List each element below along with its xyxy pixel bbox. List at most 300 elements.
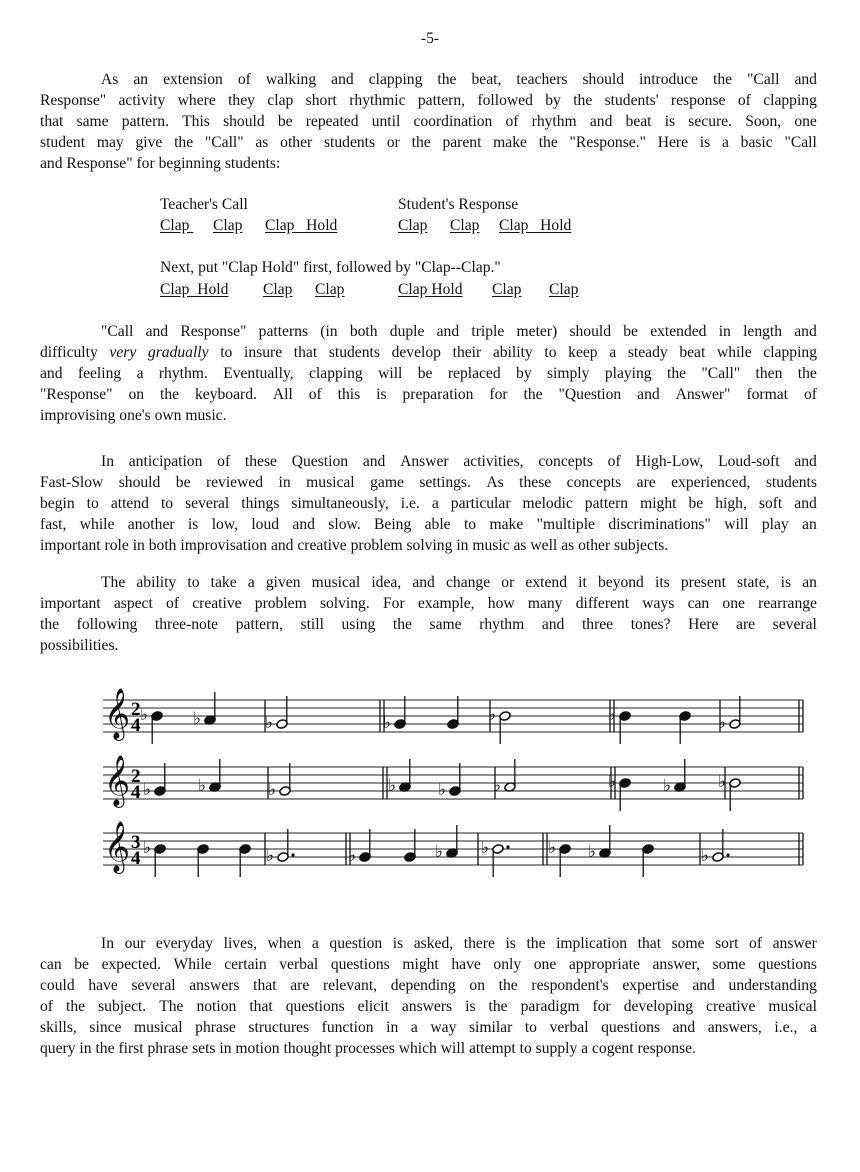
word: an xyxy=(802,574,817,591)
word: to xyxy=(524,1019,537,1036)
word: "Question xyxy=(558,386,622,403)
word: beginning xyxy=(158,155,221,172)
word: the xyxy=(797,365,817,382)
word: Soon, xyxy=(745,113,782,130)
word: high, xyxy=(715,495,747,512)
word: is xyxy=(699,134,711,151)
word: soft xyxy=(758,495,783,512)
word: cogent xyxy=(592,1040,634,1057)
word: skills, xyxy=(40,1019,77,1036)
word: and xyxy=(541,616,565,633)
word: paradigm xyxy=(520,998,580,1015)
word: length xyxy=(743,323,783,340)
word: aspect xyxy=(113,595,153,612)
word: able xyxy=(424,516,451,533)
word: creative xyxy=(706,998,756,1015)
word: both xyxy=(349,323,378,340)
flat-icon: ♭ xyxy=(266,846,275,866)
word: basic xyxy=(740,134,773,151)
flat-icon: ♭ xyxy=(198,776,207,796)
word: music. xyxy=(185,407,227,424)
word: notion xyxy=(196,998,237,1015)
word: different xyxy=(575,595,630,612)
word: following xyxy=(76,616,138,633)
word: ability xyxy=(136,574,177,591)
word: might xyxy=(402,956,439,973)
clap-word: Clap xyxy=(213,217,243,234)
clap-word: Clap xyxy=(263,281,293,298)
word: the xyxy=(666,365,687,382)
word: our xyxy=(124,935,146,952)
word: and xyxy=(412,574,435,591)
word: "Call xyxy=(101,323,134,340)
word: how xyxy=(487,595,515,612)
word: it xyxy=(578,574,587,591)
word: students' xyxy=(604,92,659,109)
word: walking xyxy=(265,71,317,88)
flat-icon: ♭ xyxy=(488,705,497,725)
word: this xyxy=(337,386,361,403)
word: their xyxy=(452,344,482,361)
word: be xyxy=(417,365,433,382)
word: and xyxy=(145,323,169,340)
word: first xyxy=(118,1040,144,1057)
word: and xyxy=(331,71,354,88)
word: be xyxy=(74,956,89,973)
clap-word: Clap xyxy=(549,281,579,298)
word: and xyxy=(270,537,294,554)
word: pattern xyxy=(584,495,629,512)
word: are xyxy=(290,977,310,994)
flat-icon: ♭ xyxy=(143,838,152,858)
word: duple xyxy=(389,323,425,340)
word: the xyxy=(66,998,86,1015)
word: the xyxy=(411,134,431,151)
word: and xyxy=(794,71,817,88)
word: same xyxy=(429,616,462,633)
word: High-Low, xyxy=(635,453,704,470)
word: or xyxy=(386,134,400,151)
word: one's xyxy=(119,407,151,424)
word: the xyxy=(392,616,412,633)
word: beat, xyxy=(471,71,502,88)
word: of xyxy=(803,386,817,403)
word: replaced xyxy=(447,365,501,382)
word: concepts xyxy=(538,453,593,470)
word: low, xyxy=(211,516,238,533)
word: patterns xyxy=(258,323,309,340)
word: change xyxy=(445,574,491,591)
word: an xyxy=(133,71,149,88)
word: students: xyxy=(224,155,281,172)
word: reviewed xyxy=(205,474,264,491)
word: activities, xyxy=(463,453,524,470)
word: questions xyxy=(285,998,345,1015)
word: clapping xyxy=(368,71,423,88)
word: the xyxy=(40,616,60,633)
word: followed xyxy=(477,92,533,109)
word: i.e., xyxy=(774,1019,798,1036)
word: "Response." xyxy=(569,134,646,151)
word: everyday xyxy=(155,935,214,952)
word: the xyxy=(538,134,558,151)
word: certain xyxy=(224,956,267,973)
word: solving xyxy=(406,537,453,554)
word: attend xyxy=(110,495,149,512)
word: should xyxy=(582,71,625,88)
word: to xyxy=(544,344,557,361)
word: activity xyxy=(118,92,166,109)
word: steady xyxy=(627,344,668,361)
word: of xyxy=(749,935,763,952)
word: another xyxy=(127,516,175,533)
word: be xyxy=(688,495,704,512)
word: rearrange xyxy=(758,595,817,612)
word: simultaneously, xyxy=(291,495,389,512)
flat-icon: ♭ xyxy=(701,846,710,866)
word: and xyxy=(692,977,715,994)
flat-icon: ♭ xyxy=(268,780,277,800)
word: format xyxy=(746,386,789,403)
word: students xyxy=(765,474,817,491)
word: the xyxy=(712,71,733,88)
word: the xyxy=(498,977,518,994)
flat-icon: ♭ xyxy=(143,780,152,800)
word: for xyxy=(592,998,611,1015)
word: the xyxy=(488,998,508,1015)
word: rhythm xyxy=(531,113,577,130)
word: supply xyxy=(535,1040,578,1057)
word: In xyxy=(101,453,114,470)
word: pattern, xyxy=(417,92,466,109)
word: might xyxy=(640,495,677,512)
word: motion xyxy=(235,1040,280,1057)
flat-icon: ♭ xyxy=(493,776,502,796)
word: rhythm xyxy=(479,616,525,633)
word: for xyxy=(136,155,155,172)
clap-word: Clap xyxy=(160,217,194,234)
word: possibilities. xyxy=(40,637,119,654)
word: melodic xyxy=(522,495,573,512)
student-response-heading: Student's Response xyxy=(398,196,519,213)
word: to xyxy=(86,495,99,512)
word: function xyxy=(321,1019,374,1036)
time-signature-denominator: 4 xyxy=(131,782,141,803)
word: since xyxy=(89,1019,122,1036)
word: student xyxy=(40,134,86,151)
word: Here xyxy=(657,134,689,151)
word: students xyxy=(328,344,380,361)
flat-icon: ♭ xyxy=(388,776,397,796)
word: important xyxy=(40,595,101,612)
word: the xyxy=(573,92,593,109)
word: some xyxy=(671,935,705,952)
word: are xyxy=(736,616,756,633)
word: "multiple xyxy=(536,516,595,533)
word: in xyxy=(386,1019,399,1036)
word: the xyxy=(526,935,546,952)
word: and xyxy=(794,323,817,340)
word: as xyxy=(513,537,527,554)
word: pattern. xyxy=(121,113,169,130)
word: For xyxy=(382,595,405,612)
word: can xyxy=(687,595,710,612)
word: using xyxy=(341,616,376,633)
word: While xyxy=(173,956,212,973)
word: This xyxy=(182,113,210,130)
word: several xyxy=(772,616,817,633)
word: depending xyxy=(390,977,456,994)
word: loud xyxy=(251,516,280,533)
word: problem xyxy=(254,595,307,612)
clap-hold-word: Clap Hold xyxy=(160,281,229,298)
word: may xyxy=(96,134,124,151)
flat-icon: ♭ xyxy=(548,838,557,858)
word: important xyxy=(40,537,101,554)
word: "Call xyxy=(747,71,780,88)
clap-hold-word: Clap Hold xyxy=(398,281,463,298)
word: given xyxy=(265,574,301,591)
word: of xyxy=(166,595,180,612)
word: feeling xyxy=(77,365,122,382)
word: of xyxy=(237,71,251,88)
word: of xyxy=(607,453,621,470)
word: and xyxy=(292,516,315,533)
word: teachers xyxy=(516,71,568,88)
word: to xyxy=(220,344,233,361)
word: asked, xyxy=(413,935,454,952)
flat-icon: ♭ xyxy=(588,842,597,862)
word: three xyxy=(581,616,614,633)
word: a xyxy=(581,1040,589,1057)
time-signature-numerator: 2 xyxy=(131,699,141,720)
word: response xyxy=(670,92,726,109)
word: subject. xyxy=(98,998,147,1015)
flat-icon: ♭ xyxy=(663,776,672,796)
word: insure xyxy=(244,344,283,361)
word: verbal xyxy=(279,956,319,973)
flat-icon: ♭ xyxy=(608,772,617,792)
word: query xyxy=(40,1040,76,1057)
word: implication xyxy=(556,935,628,952)
emphasized-word: very xyxy=(109,344,137,361)
word: same xyxy=(76,113,109,130)
word: while xyxy=(716,344,752,361)
word: sort xyxy=(715,935,739,952)
word: can xyxy=(40,956,62,973)
word: in xyxy=(278,474,291,491)
word: they xyxy=(228,92,255,109)
word: and xyxy=(672,1019,696,1036)
word: lives, xyxy=(223,935,257,952)
word: make xyxy=(489,516,524,533)
word: when xyxy=(267,935,302,952)
word: one xyxy=(722,595,745,612)
word: a xyxy=(311,935,319,952)
word: a xyxy=(410,1019,418,1036)
word: processes xyxy=(335,1040,395,1057)
word: be xyxy=(277,113,293,130)
word: have xyxy=(451,956,481,973)
word: only xyxy=(493,956,522,973)
word: a xyxy=(609,344,617,361)
word: on xyxy=(469,977,485,994)
treble-clef-icon: 𝄞 xyxy=(104,821,131,872)
word: make xyxy=(493,134,527,151)
word: have xyxy=(88,977,118,994)
word: Loud-soft xyxy=(718,453,780,470)
word: ways xyxy=(642,595,675,612)
clap-hold-word: Clap Hold xyxy=(499,217,572,234)
word: and xyxy=(637,386,660,403)
word: i.e. xyxy=(400,495,420,512)
word: a xyxy=(721,134,729,151)
word: creative xyxy=(192,595,242,612)
word: rhythm. xyxy=(158,365,208,382)
word: there xyxy=(463,935,495,952)
word: meter) xyxy=(516,323,558,340)
word: three-note xyxy=(154,616,219,633)
word: things xyxy=(241,495,280,512)
word: developing xyxy=(623,998,694,1015)
word: to xyxy=(187,574,200,591)
flat-icon: ♭ xyxy=(718,713,727,733)
flat-icon: ♭ xyxy=(435,842,444,862)
word: musical xyxy=(311,574,361,591)
word: subjects. xyxy=(614,537,669,554)
word: or xyxy=(501,574,515,591)
clap-word: Clap xyxy=(315,281,345,298)
word: present xyxy=(680,574,726,591)
word: is xyxy=(376,386,387,403)
word: similar xyxy=(468,1019,513,1036)
word: questions xyxy=(601,1019,661,1036)
flat-icon: ♭ xyxy=(608,705,617,725)
word: ability xyxy=(492,344,533,361)
word: As xyxy=(101,71,119,88)
word: both xyxy=(148,537,177,554)
word: keep xyxy=(568,344,598,361)
word: rhythmic xyxy=(349,92,406,109)
flat-icon: ♭ xyxy=(481,838,490,858)
word: develop xyxy=(391,344,441,361)
word: "Call" xyxy=(701,365,741,382)
word: and xyxy=(436,323,460,340)
flat-icon: ♭ xyxy=(193,709,202,729)
word: several xyxy=(185,495,230,512)
word: in xyxy=(219,1040,232,1057)
word: these xyxy=(519,474,552,491)
word: answers xyxy=(401,998,453,1015)
word: Being xyxy=(374,516,412,533)
flat-icon: ♭ xyxy=(438,780,447,800)
dot xyxy=(291,853,294,856)
word: play xyxy=(761,516,789,533)
word: music xyxy=(472,537,510,554)
word: give xyxy=(135,134,163,151)
word: of xyxy=(308,386,322,403)
teacher-call-heading: Teacher's Call xyxy=(160,196,248,213)
word: answers, xyxy=(707,1019,762,1036)
word: In xyxy=(101,935,114,952)
word: anticipation xyxy=(128,453,203,470)
word: a xyxy=(247,574,255,591)
time-signature-numerator: 2 xyxy=(131,766,141,787)
emphasized-word: gradually xyxy=(147,344,209,361)
word: appropriate xyxy=(568,956,640,973)
word: musical xyxy=(306,474,355,491)
word: will xyxy=(440,1040,466,1057)
word: secure. xyxy=(688,113,733,130)
time-signature-denominator: 4 xyxy=(131,848,141,869)
word: pattern, xyxy=(235,616,283,633)
word: game xyxy=(370,474,404,491)
word: the xyxy=(95,1040,115,1057)
word: creative xyxy=(297,537,347,554)
word: are xyxy=(636,474,656,491)
word: until xyxy=(371,113,401,130)
word: extend xyxy=(525,574,567,591)
word: begin xyxy=(40,495,75,512)
word: answers xyxy=(189,977,240,994)
clap-word: Clap xyxy=(450,217,480,234)
clap-word: Clap xyxy=(398,217,428,234)
word: the xyxy=(523,386,543,403)
word: way xyxy=(430,1019,457,1036)
word: question xyxy=(329,935,383,952)
word: Fast-Slow xyxy=(40,474,104,491)
word: one xyxy=(794,113,817,130)
word: then xyxy=(755,365,783,382)
word: Answer xyxy=(400,453,449,470)
word: and xyxy=(40,365,63,382)
word: example, xyxy=(417,595,475,612)
word: could xyxy=(40,977,75,994)
word: problem xyxy=(350,537,403,554)
word: where xyxy=(177,92,216,109)
word: of xyxy=(505,113,519,130)
word: a xyxy=(136,365,144,382)
word: and xyxy=(40,155,63,172)
word: improvisation xyxy=(180,537,268,554)
word: clap xyxy=(267,92,294,109)
word: relevant, xyxy=(322,977,378,994)
word: attempt xyxy=(468,1040,516,1057)
clap-word: Clap xyxy=(492,281,522,298)
word: concepts xyxy=(566,474,622,491)
word: (in xyxy=(320,323,338,340)
word: musical xyxy=(768,998,817,1015)
word: to xyxy=(160,495,174,512)
word: own xyxy=(154,407,182,424)
word: that xyxy=(253,977,277,994)
word: beat xyxy=(625,113,652,130)
word: role xyxy=(104,537,129,554)
word: playing xyxy=(604,365,652,382)
word: extension xyxy=(163,71,223,88)
word: an xyxy=(802,516,817,533)
word: verbal xyxy=(549,1019,589,1036)
word: triple xyxy=(471,323,505,340)
word: be xyxy=(175,474,191,491)
word: is xyxy=(664,113,676,130)
flat-icon: ♭ xyxy=(140,705,149,725)
word: several xyxy=(131,977,176,994)
flat-icon: ♭ xyxy=(265,713,274,733)
word: idea, xyxy=(371,574,402,591)
word: preparation xyxy=(402,386,474,403)
word: and xyxy=(794,453,817,470)
